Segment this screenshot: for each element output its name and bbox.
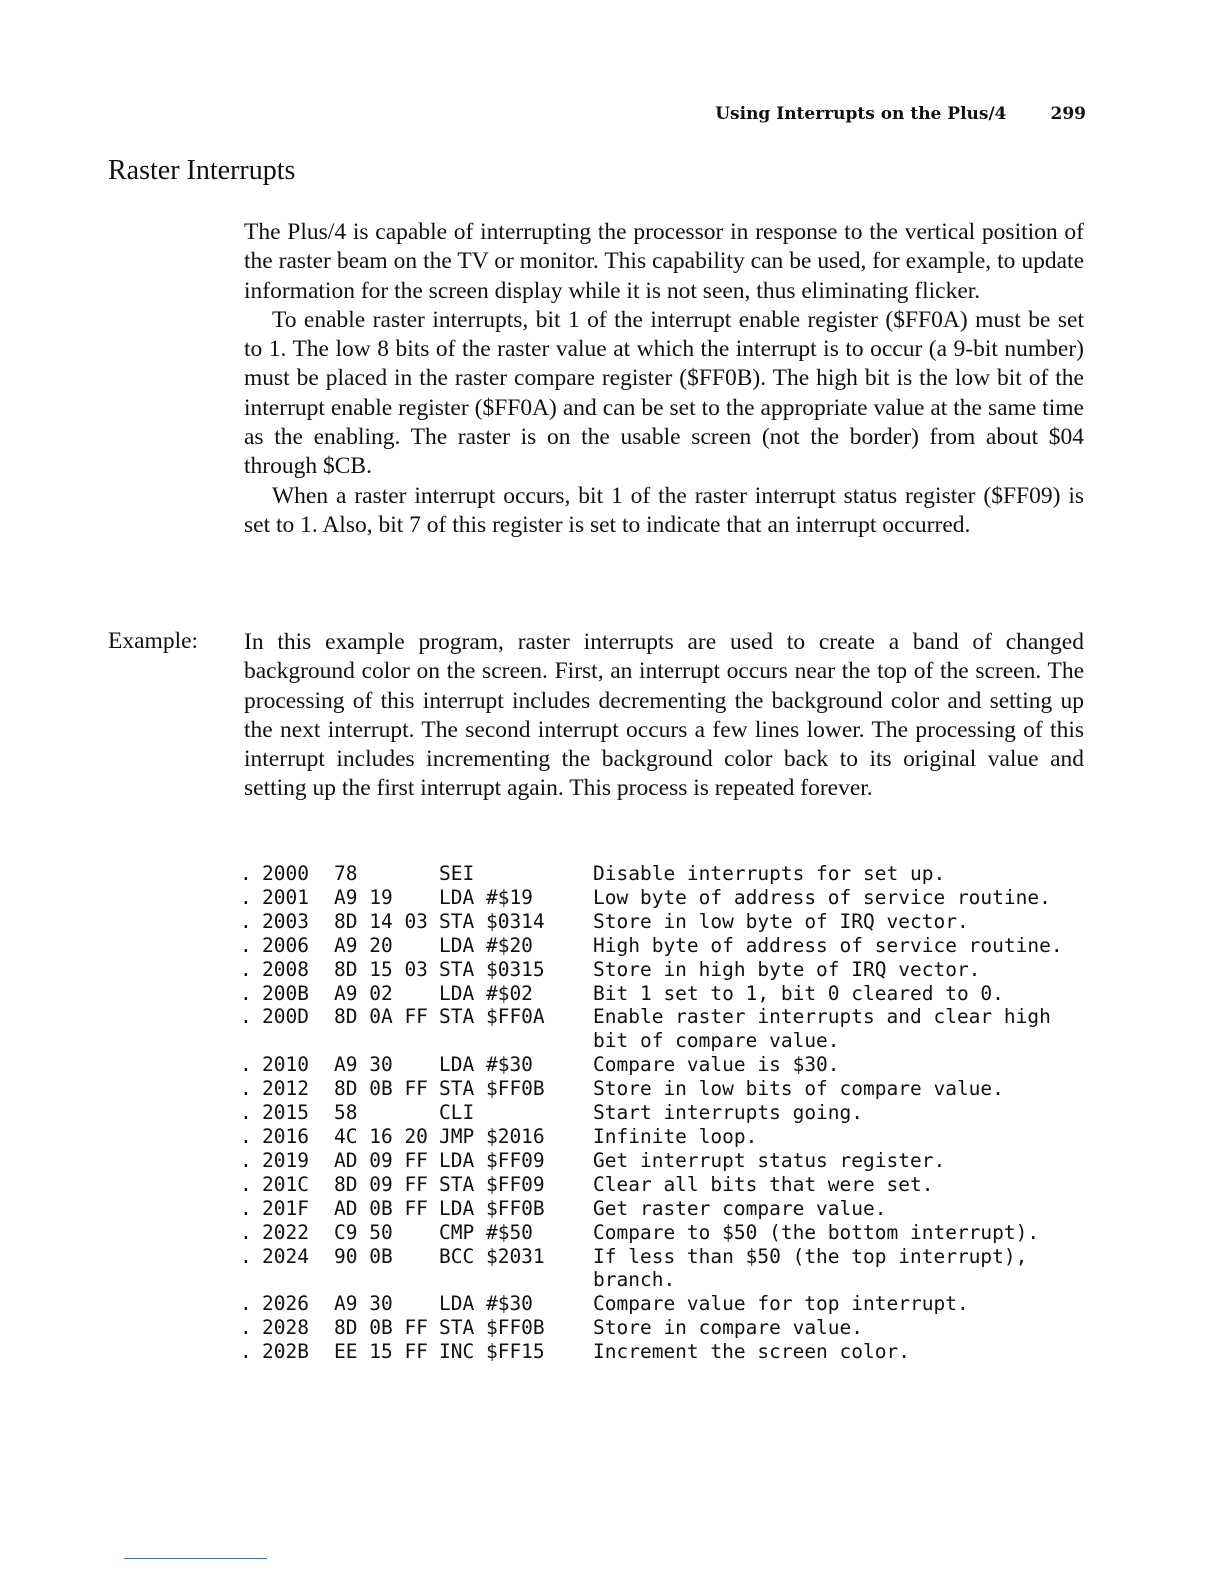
- listing-instruction: BCC $2031: [439, 1244, 545, 1268]
- listing-row: [240, 1053, 1120, 1077]
- listing-bytes: 90 0B: [334, 1244, 393, 1268]
- listing-comment: Compare to $50 (the bottom interrupt).: [593, 1220, 1040, 1244]
- listing-bytes: AD 0B FF: [334, 1196, 428, 1220]
- listing-comment: Get raster compare value.: [593, 1196, 887, 1220]
- listing-bytes: 8D 14 03: [334, 909, 428, 933]
- listing-comment: Store in low byte of IRQ vector.: [593, 909, 969, 933]
- listing-bytes: 8D 09 FF: [334, 1172, 428, 1196]
- listing-comment: Low byte of address of service routine.: [593, 885, 1051, 909]
- paragraph: To enable raster interrupts, bit 1 of the interrupt enable register ($FF0A) must be set to 1. The low 8 bits of the raster value at which the interrupt is to occur (a 9-bit number) must be placed in the raster compare register ($FF0B). The high bit is the low bit of the interrupt enable register ($FF0A) and can be set to the appropriate value at the same time as the enabling. The raster is on the usable screen (not the border) from about $04 through $CB.: [244, 306, 1084, 480]
- listing-comment: Get interrupt status register.: [593, 1148, 946, 1172]
- listing-row: [240, 1197, 1120, 1221]
- listing-bytes: 8D 0A FF: [334, 1005, 428, 1029]
- listing-dot: .: [240, 1292, 252, 1316]
- listing-comment: If less than $50 (the top interrupt), branch.: [593, 1244, 1028, 1292]
- listing-dot: .: [240, 957, 252, 981]
- paragraph: In this example program, raster interrupts are used to create a band of changed background color on the screen. First, an interrupt occurs near the top of the screen. The processing of this interrupt includes decrementing the background color and setting up the next interrupt. The second interrupt occurs a few lines lower. The processing of this interrupt includes incrementing the background color back to its original value and setting up the first interrupt again. This process is repeated forever.: [244, 629, 1084, 802]
- listing-bytes: A9 30: [334, 1053, 393, 1077]
- listing-dot: .: [240, 1077, 252, 1101]
- listing-row: [240, 1077, 1120, 1101]
- listing-comment: Store in compare value.: [593, 1316, 864, 1340]
- listing-dot: .: [240, 1148, 252, 1172]
- listing-dot: .: [240, 1316, 252, 1340]
- listing-bytes: A9 20: [334, 933, 393, 957]
- listing-dot: .: [240, 1196, 252, 1220]
- listing-address: 2006: [262, 933, 309, 957]
- listing-address: 2003: [262, 909, 309, 933]
- listing-comment: Compare value for top interrupt.: [593, 1292, 969, 1316]
- listing-instruction: STA $FF0A: [439, 1005, 545, 1029]
- listing-address: 2008: [262, 957, 309, 981]
- listing-address: 2019: [262, 1148, 309, 1172]
- listing-instruction: LDA #$30: [439, 1292, 533, 1316]
- example-label: Example:: [108, 628, 199, 654]
- listing-row: [240, 958, 1120, 982]
- listing-comment: High byte of address of service routine.: [593, 933, 1063, 957]
- listing-row: [240, 982, 1120, 1006]
- listing-row: [240, 1125, 1120, 1149]
- listing-bytes: EE 15 FF: [334, 1340, 428, 1364]
- intro-text: [244, 218, 1084, 540]
- listing-address: 200B: [262, 981, 309, 1005]
- listing-bytes: 78: [334, 862, 358, 885]
- listing-address: 2000: [262, 862, 309, 885]
- listing-row: [240, 934, 1120, 958]
- listing-instruction: CLI: [439, 1101, 475, 1125]
- listing-bytes: 8D 0B FF: [334, 1316, 428, 1340]
- listing-instruction: STA $FF0B: [439, 1316, 545, 1340]
- listing-address: 2001: [262, 885, 309, 909]
- listing-dot: .: [240, 885, 252, 909]
- listing-bytes: AD 09 FF: [334, 1148, 428, 1172]
- listing-address: 2026: [262, 1292, 309, 1316]
- listing-comment: Enable raster interrupts and clear high bit of compare value.: [593, 1005, 1051, 1053]
- listing-instruction: LDA $FF0B: [439, 1196, 545, 1220]
- listing-row: [240, 1292, 1120, 1316]
- listing-comment: Start interrupts going.: [593, 1101, 864, 1125]
- listing-instruction: JMP $2016: [439, 1124, 545, 1148]
- listing-instruction: STA $FF09: [439, 1172, 545, 1196]
- running-title: Using Interrupts on the Plus/4: [715, 104, 1007, 124]
- paragraph: When a raster interrupt occurs, bit 1 of the raster interrupt status register ($FF09) is set to 1. Also, bit 7 of this register is set to indicate that an interrupt occurred.: [244, 482, 1084, 538]
- listing-comment: Increment the screen color.: [593, 1340, 910, 1364]
- listing-instruction: STA $FF0B: [439, 1077, 545, 1101]
- listing-comment: Store in low bits of compare value.: [593, 1077, 1004, 1101]
- listing-comment: Disable interrupts for set up.: [593, 862, 946, 885]
- listing-row: [240, 1316, 1120, 1340]
- listing-instruction: LDA $FF09: [439, 1148, 545, 1172]
- listing-dot: .: [240, 1005, 252, 1029]
- listing-address: 202B: [262, 1340, 309, 1364]
- paragraph: The Plus/4 is capable of interrupting the processor in response to the vertical position of the raster beam on the TV or monitor. This capability can be used, for example, to update information for the screen display while it is not seen, thus eliminating flicker.: [244, 219, 1084, 304]
- listing-comment: Compare value is $30.: [593, 1053, 840, 1077]
- listing-dot: .: [240, 1340, 252, 1364]
- listing-dot: .: [240, 1220, 252, 1244]
- listing-comment: Store in high byte of IRQ vector.: [593, 957, 981, 981]
- listing-instruction: LDA #$02: [439, 981, 533, 1005]
- listing-row: [240, 1340, 1120, 1364]
- listing-address: 201F: [262, 1196, 309, 1220]
- listing-dot: .: [240, 981, 252, 1005]
- listing-comment: Infinite loop.: [593, 1124, 758, 1148]
- listing-dot: .: [240, 1101, 252, 1125]
- code-listing: [240, 862, 1120, 1364]
- example-text: [244, 628, 1084, 804]
- page-number: 299: [1050, 104, 1086, 124]
- divider: [124, 1558, 267, 1559]
- running-head: [715, 104, 1086, 124]
- listing-address: 2022: [262, 1220, 309, 1244]
- listing-bytes: 58: [334, 1101, 358, 1125]
- listing-bytes: 8D 0B FF: [334, 1077, 428, 1101]
- listing-dot: .: [240, 1244, 252, 1268]
- listing-address: 2028: [262, 1316, 309, 1340]
- listing-bytes: 8D 15 03: [334, 957, 428, 981]
- listing-comment: Clear all bits that were set.: [593, 1172, 934, 1196]
- listing-instruction: SEI: [439, 862, 475, 885]
- listing-dot: .: [240, 1172, 252, 1196]
- listing-row: [240, 1149, 1120, 1173]
- listing-bytes: A9 02: [334, 981, 393, 1005]
- listing-dot: .: [240, 862, 252, 885]
- listing-instruction: LDA #$30: [439, 1053, 533, 1077]
- listing-row: [240, 1173, 1120, 1197]
- listing-dot: .: [240, 909, 252, 933]
- listing-row: [240, 862, 1120, 886]
- listing-row: [240, 1101, 1120, 1125]
- listing-dot: .: [240, 1124, 252, 1148]
- listing-row: [240, 886, 1120, 910]
- listing-bytes: A9 30: [334, 1292, 393, 1316]
- listing-address: 2024: [262, 1244, 309, 1268]
- listing-instruction: CMP #$50: [439, 1220, 533, 1244]
- listing-bytes: 4C 16 20: [334, 1124, 428, 1148]
- listing-address: 200D: [262, 1005, 309, 1029]
- listing-instruction: STA $0314: [439, 909, 545, 933]
- listing-dot: .: [240, 933, 252, 957]
- listing-instruction: LDA #$20: [439, 933, 533, 957]
- listing-row: [240, 1005, 1120, 1053]
- listing-instruction: LDA #$19: [439, 885, 533, 909]
- listing-address: 2012: [262, 1077, 309, 1101]
- listing-address: 2016: [262, 1124, 309, 1148]
- listing-row: [240, 1245, 1120, 1293]
- listing-row: [240, 1221, 1120, 1245]
- listing-row: [240, 910, 1120, 934]
- listing-address: 2010: [262, 1053, 309, 1077]
- listing-address: 201C: [262, 1172, 309, 1196]
- listing-bytes: A9 19: [334, 885, 393, 909]
- listing-address: 2015: [262, 1101, 309, 1125]
- section-title: Raster Interrupts: [108, 155, 296, 186]
- listing-dot: .: [240, 1053, 252, 1077]
- listing-instruction: INC $FF15: [439, 1340, 545, 1364]
- listing-instruction: STA $0315: [439, 957, 545, 981]
- listing-comment: Bit 1 set to 1, bit 0 cleared to 0.: [593, 981, 1004, 1005]
- listing-bytes: C9 50: [334, 1220, 393, 1244]
